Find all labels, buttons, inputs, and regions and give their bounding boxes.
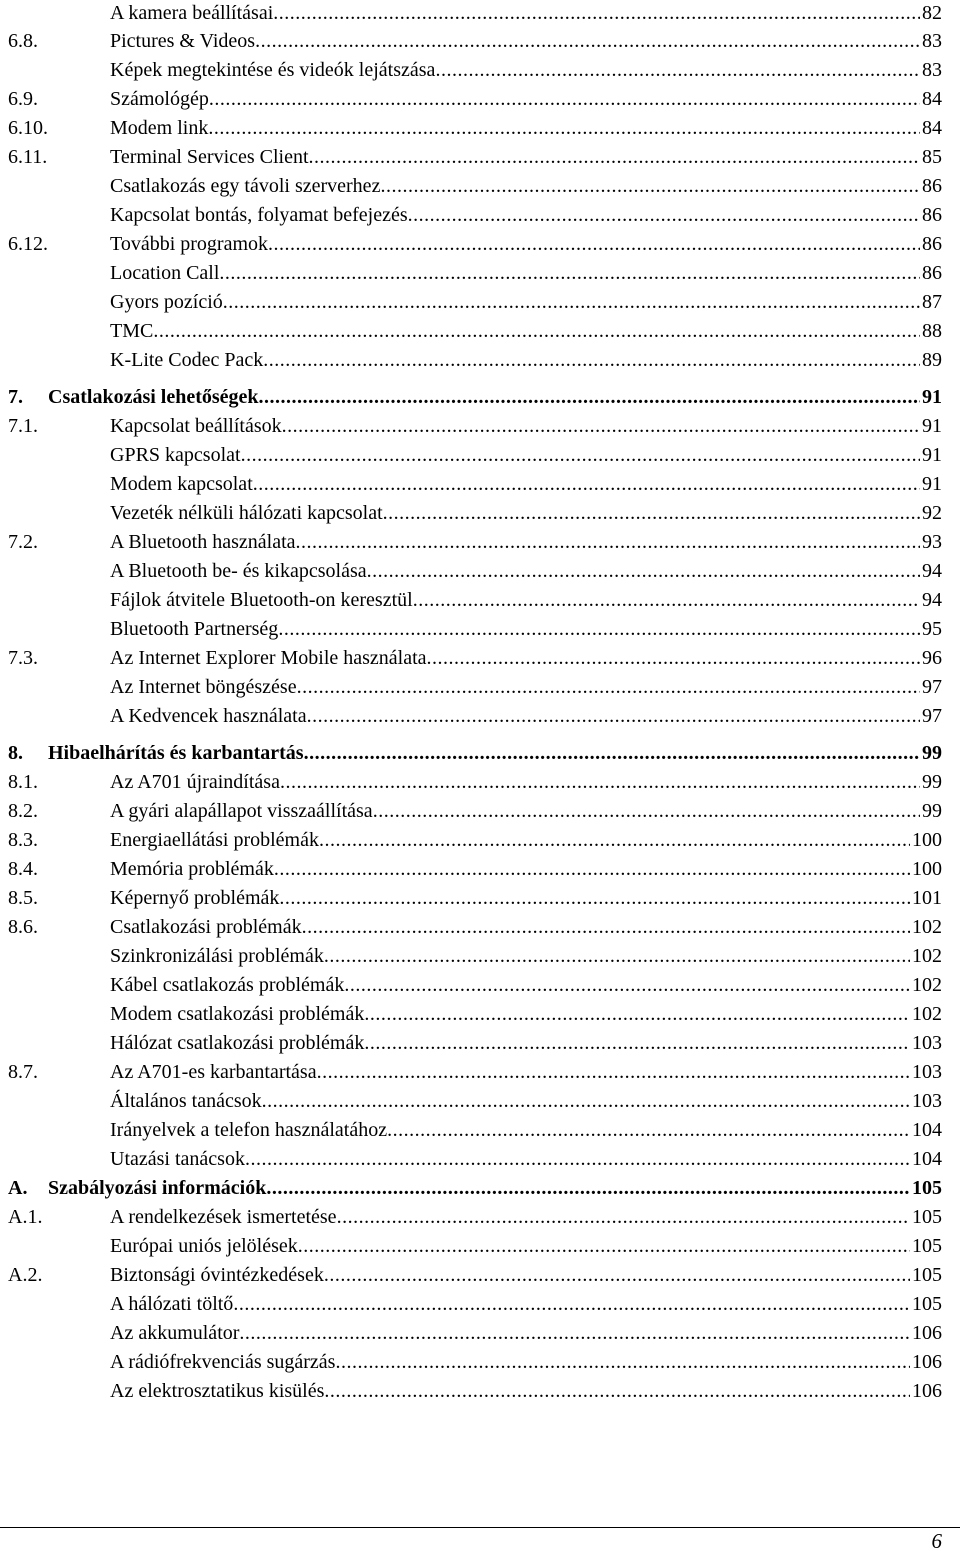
- toc-entry[interactable]: [8, 0, 942, 27]
- toc-entry[interactable]: [8, 1174, 942, 1203]
- toc-entry-title: Kábel csatlakozás problémák: [110, 974, 345, 996]
- toc-entry-line: [110, 884, 942, 913]
- toc-entry[interactable]: [8, 1029, 942, 1058]
- toc-entry-number: 8.3.: [8, 829, 38, 851]
- toc-entry[interactable]: [8, 971, 942, 1000]
- toc-entry-page: 94: [922, 560, 942, 582]
- dot-leader: [373, 797, 920, 826]
- toc-entry-line: [110, 499, 942, 528]
- toc-entry-number: 7.3.: [8, 647, 38, 669]
- toc-entry-title: Irányelvek a telefon használatához: [110, 1119, 388, 1141]
- toc-entry-page: 100: [912, 858, 942, 880]
- toc-entry-title: A gyári alapállapot visszaállítása: [110, 800, 373, 822]
- toc-entry-line: [110, 1290, 942, 1319]
- page-number: 6: [931, 1529, 942, 1553]
- toc-entry-title: Modem link: [110, 117, 209, 139]
- dot-leader: [268, 230, 920, 259]
- toc-entry-title: Kapcsolat beállítások: [110, 415, 282, 437]
- dot-leader: [262, 1087, 910, 1116]
- toc-entry-line: [48, 383, 942, 412]
- toc-entry[interactable]: [8, 1203, 942, 1232]
- dot-leader: [273, 0, 920, 27]
- toc-entry-title: Utazási tanácsok: [110, 1148, 245, 1170]
- toc-entry-page: 105: [912, 1293, 942, 1315]
- dot-leader: [344, 971, 910, 1000]
- dot-leader: [304, 739, 920, 768]
- toc-entry-line: [110, 259, 942, 288]
- dot-leader: [337, 1203, 910, 1232]
- toc-entry[interactable]: [8, 797, 942, 826]
- toc-entry-page: 94: [922, 589, 942, 611]
- toc-entry[interactable]: [8, 346, 942, 375]
- toc-entry-number: 7.1.: [8, 415, 38, 437]
- dot-leader: [387, 1116, 910, 1145]
- toc-entry-number: 7.: [8, 386, 23, 408]
- toc-entry-title: A rádiófrekvenciás sugárzás: [110, 1351, 336, 1373]
- dot-leader: [259, 383, 920, 412]
- toc-entry-page: 103: [912, 1061, 942, 1083]
- toc-entry-page: 88: [922, 320, 942, 342]
- toc-entry-page: 83: [922, 59, 942, 81]
- toc-entry-line: [110, 673, 942, 702]
- dot-leader: [324, 1377, 910, 1406]
- toc-entry[interactable]: [8, 114, 942, 143]
- toc-entry-title: Képek megtekintése és videók lejátszása: [110, 59, 436, 81]
- toc-entry[interactable]: [8, 259, 942, 288]
- toc-entry-title: A rendelkezések ismertetése: [110, 1206, 337, 1228]
- dot-leader: [255, 27, 920, 56]
- toc-entry-line: [110, 1232, 942, 1261]
- dot-leader: [233, 1290, 910, 1319]
- toc-entry-line: [110, 143, 942, 172]
- toc-entry-line: [110, 1000, 942, 1029]
- toc-entry-line: [110, 172, 942, 201]
- dot-leader: [367, 557, 920, 586]
- dot-leader: [413, 586, 920, 615]
- toc-entry-number: 8.5.: [8, 887, 38, 909]
- toc-entry-number: 6.8.: [8, 30, 38, 52]
- dot-leader: [296, 528, 920, 557]
- toc-entry-title: Számológép: [110, 88, 209, 110]
- dot-leader: [153, 317, 920, 346]
- dot-leader: [408, 201, 920, 230]
- toc-entry[interactable]: [8, 1261, 942, 1290]
- toc-entry-line: [110, 557, 942, 586]
- toc-entry-title: Modem kapcsolat: [110, 473, 253, 495]
- toc-entry-line: [48, 1174, 942, 1203]
- dot-leader: [302, 913, 910, 942]
- dot-leader: [324, 942, 910, 971]
- toc-entry[interactable]: [8, 172, 942, 201]
- toc-entry-title: Pictures & Videos: [110, 30, 256, 52]
- toc-entry-number: 6.11.: [8, 146, 48, 168]
- toc-entry[interactable]: [8, 1319, 942, 1348]
- toc-entry[interactable]: [8, 288, 942, 317]
- toc-entry-line: [110, 346, 942, 375]
- dot-leader: [435, 56, 920, 85]
- toc-entry-number: 8.: [8, 742, 23, 764]
- toc-entry-line: [110, 826, 942, 855]
- dot-leader: [278, 615, 920, 644]
- toc-entry[interactable]: [8, 644, 942, 673]
- toc-entry[interactable]: [8, 739, 942, 768]
- dot-leader: [319, 826, 910, 855]
- toc-entry[interactable]: [8, 528, 942, 557]
- toc-entry-title: Az A701 újraindítása: [110, 771, 280, 793]
- toc-entry-title: Fájlok átvitele Bluetooth-on keresztül: [110, 589, 413, 611]
- toc-entry-line: [110, 56, 942, 85]
- toc-entry[interactable]: [8, 702, 942, 731]
- toc-entry-line: [110, 615, 942, 644]
- toc-entry-number: 6.9.: [8, 88, 38, 110]
- toc-entry-line: [110, 1203, 942, 1232]
- toc-entry[interactable]: [8, 383, 942, 412]
- dot-leader: [380, 172, 920, 201]
- toc-entry[interactable]: [8, 230, 942, 259]
- toc-entry-number: A.: [8, 1177, 28, 1199]
- toc-entry-page: 84: [922, 88, 942, 110]
- toc-entry-line: [110, 317, 942, 346]
- toc-entry-page: 92: [922, 502, 942, 524]
- toc-entry-number: 6.10.: [8, 117, 48, 139]
- toc-entry-title: Hibaelhárítás és karbantartás: [48, 742, 304, 764]
- toc-entry[interactable]: [8, 826, 942, 855]
- toc-entry-line: [110, 768, 942, 797]
- toc-entry[interactable]: [8, 1290, 942, 1319]
- toc-entry-title: Európai uniós jelölések: [110, 1235, 298, 1257]
- toc-entry-page: 105: [912, 1177, 942, 1199]
- toc-entry-title: Az akkumulátor: [110, 1322, 240, 1344]
- toc-entry-line: [110, 1087, 942, 1116]
- dot-leader: [266, 1174, 910, 1203]
- dot-leader: [282, 412, 920, 441]
- toc-entry-page: 91: [922, 386, 942, 408]
- dot-leader: [263, 346, 920, 375]
- toc-entry-line: [110, 1348, 942, 1377]
- dot-leader: [274, 855, 910, 884]
- toc-entry[interactable]: [8, 317, 942, 346]
- toc-entry[interactable]: [8, 942, 942, 971]
- toc-entry-line: [110, 470, 942, 499]
- toc-entry[interactable]: [8, 412, 942, 441]
- toc-entry[interactable]: [8, 56, 942, 85]
- toc-entry-line: [110, 797, 942, 826]
- toc-entry-line: [110, 27, 942, 56]
- dot-leader: [241, 441, 920, 470]
- toc-entry-line: [110, 1058, 942, 1087]
- toc-entry-number: 8.6.: [8, 916, 38, 938]
- toc-entry[interactable]: [8, 615, 942, 644]
- toc-entry-page: 83: [922, 30, 942, 52]
- toc-entry-line: [48, 739, 942, 768]
- toc-entry-page: 91: [922, 473, 942, 495]
- toc-entry[interactable]: [8, 85, 942, 114]
- toc-entry-page: 91: [922, 415, 942, 437]
- dot-leader: [317, 1058, 910, 1087]
- toc-entry-page: 106: [912, 1351, 942, 1373]
- toc-entry[interactable]: [8, 586, 942, 615]
- toc-entry-page: 89: [922, 349, 942, 371]
- dot-leader: [427, 644, 920, 673]
- toc-entry-page: 87: [922, 291, 942, 313]
- dot-leader: [335, 1348, 910, 1377]
- toc-entry-page: 86: [922, 262, 942, 284]
- toc-entry-number: 6.12.: [8, 233, 48, 255]
- toc-entry-line: [110, 114, 942, 143]
- toc-entry-title: Location Call: [110, 262, 220, 284]
- toc-entry-title: Csatlakozási lehetőségek: [48, 386, 259, 408]
- toc-entry-page: 86: [922, 175, 942, 197]
- toc-entry-page: 102: [912, 1003, 942, 1025]
- toc-entry-title: TMC: [110, 320, 154, 342]
- toc-entry-page: 84: [922, 117, 942, 139]
- toc-entry-title: Csatlakozás egy távoli szerverhez: [110, 175, 381, 197]
- toc-entry-title: Gyors pozíció: [110, 291, 223, 313]
- footer-rule: [0, 1527, 960, 1528]
- toc-entry[interactable]: [8, 201, 942, 230]
- toc-entry-line: [110, 586, 942, 615]
- toc-entry-page: 103: [912, 1090, 942, 1112]
- toc-entry-title: A Bluetooth használata: [110, 531, 296, 553]
- toc-entry[interactable]: [8, 1377, 942, 1406]
- toc-entry-title: Memória problémák: [110, 858, 274, 880]
- toc-entry-page: 82: [922, 2, 942, 24]
- toc-entry[interactable]: [8, 673, 942, 702]
- toc-entry-page: 106: [912, 1380, 942, 1402]
- toc-entry-line: [110, 85, 942, 114]
- toc-entry-line: [110, 971, 942, 1000]
- toc-entry-page: 85: [922, 146, 942, 168]
- toc-entry[interactable]: [8, 1348, 942, 1377]
- toc-entry-line: [110, 702, 942, 731]
- toc-entry[interactable]: [8, 557, 942, 586]
- toc-entry-title: Hálózat csatlakozási problémák: [110, 1032, 365, 1054]
- toc-entry-title: Képernyő problémák: [110, 887, 280, 909]
- toc-entry-number: A.1.: [8, 1206, 43, 1228]
- toc-entry-title: Az A701-es karbantartása: [110, 1061, 317, 1083]
- toc-entry-number: A.2.: [8, 1264, 43, 1286]
- toc-entry-number: 8.7.: [8, 1061, 38, 1083]
- toc-entry-title: A Kedvencek használata: [110, 705, 307, 727]
- toc-entry[interactable]: [8, 27, 942, 56]
- toc-entry-title: A kamera beállításai: [110, 2, 274, 24]
- toc-entry-line: [110, 1377, 942, 1406]
- toc-entry-title: Bluetooth Partnerség: [110, 618, 279, 640]
- toc-entry-line: [110, 230, 942, 259]
- toc-entry-title: A Bluetooth be- és kikapcsolása: [110, 560, 367, 582]
- dot-leader: [364, 1000, 910, 1029]
- dot-leader: [309, 143, 920, 172]
- toc-entry-line: [110, 942, 942, 971]
- toc-entry-line: [110, 644, 942, 673]
- toc-entry-page: 102: [912, 916, 942, 938]
- toc-entry-title: Terminal Services Client: [110, 146, 309, 168]
- toc-entry-title: Szinkronizálási problémák: [110, 945, 324, 967]
- toc-entry-page: 105: [912, 1206, 942, 1228]
- toc-entry-title: Általános tanácsok: [110, 1090, 262, 1112]
- toc-entry-line: [110, 855, 942, 884]
- toc-entry-line: [110, 201, 942, 230]
- toc-entry-page: 86: [922, 233, 942, 255]
- dot-leader: [223, 288, 920, 317]
- toc-entry-page: 93: [922, 531, 942, 553]
- toc-entry-page: 91: [922, 444, 942, 466]
- dot-leader: [253, 470, 920, 499]
- toc-entry-title: Energiaellátási problémák: [110, 829, 319, 851]
- dot-leader: [208, 114, 920, 143]
- toc-entry-page: 99: [922, 771, 942, 793]
- toc-entry[interactable]: [8, 499, 942, 528]
- toc-entry[interactable]: [8, 1116, 942, 1145]
- dot-leader: [364, 1029, 910, 1058]
- toc-entry-line: [110, 1029, 942, 1058]
- toc-entry[interactable]: [8, 143, 942, 172]
- dot-leader: [324, 1261, 910, 1290]
- toc-entry-line: [110, 1261, 942, 1290]
- toc-entry-title: Biztonsági óvintézkedések: [110, 1264, 324, 1286]
- dot-leader: [280, 768, 920, 797]
- toc-entry-page: 103: [912, 1032, 942, 1054]
- toc-entry-line: [110, 412, 942, 441]
- toc-entry[interactable]: [8, 1145, 942, 1174]
- table-of-contents: [8, 0, 942, 1406]
- toc-entry-title: Az Internet Explorer Mobile használata: [110, 647, 427, 669]
- toc-entry-page: 102: [912, 974, 942, 996]
- toc-entry-title: További programok: [110, 233, 269, 255]
- dot-leader: [279, 884, 910, 913]
- toc-entry-title: Szabályozási információk: [48, 1177, 267, 1199]
- dot-leader: [245, 1145, 910, 1174]
- toc-entry-line: [110, 0, 942, 27]
- toc-entry-line: [110, 288, 942, 317]
- toc-entry[interactable]: [8, 1087, 942, 1116]
- toc-entry-page: 95: [922, 618, 942, 640]
- toc-entry[interactable]: [8, 1058, 942, 1087]
- toc-entry-title: GPRS kapcsolat: [110, 444, 241, 466]
- toc-entry-line: [110, 1116, 942, 1145]
- toc-entry-title: Az elektrosztatikus kisülés: [110, 1380, 325, 1402]
- toc-entry-title: Kapcsolat bontás, folyamat befejezés: [110, 204, 408, 226]
- toc-entry-page: 105: [912, 1235, 942, 1257]
- toc-entry-title: Csatlakozási problémák: [110, 916, 302, 938]
- toc-entry-title: A hálózati töltő: [110, 1293, 234, 1315]
- toc-entry-line: [110, 441, 942, 470]
- dot-leader: [383, 499, 920, 528]
- toc-entry-title: Az Internet böngészése: [110, 676, 297, 698]
- toc-entry-page: 100: [912, 829, 942, 851]
- toc-entry-page: 86: [922, 204, 942, 226]
- dot-leader: [219, 259, 920, 288]
- toc-entry-number: 8.2.: [8, 800, 38, 822]
- toc-entry-page: 99: [922, 800, 942, 822]
- toc-entry-page: 106: [912, 1322, 942, 1344]
- toc-entry-page: 104: [912, 1119, 942, 1141]
- toc-entry[interactable]: [8, 1000, 942, 1029]
- toc-entry-number: 8.4.: [8, 858, 38, 880]
- toc-entry-line: [110, 913, 942, 942]
- toc-entry[interactable]: [8, 470, 942, 499]
- toc-entry-number: 8.1.: [8, 771, 38, 793]
- toc-entry-line: [110, 528, 942, 557]
- toc-entry[interactable]: [8, 913, 942, 942]
- dot-leader: [307, 702, 920, 731]
- dot-leader: [298, 1232, 910, 1261]
- toc-entry-page: 97: [922, 676, 942, 698]
- toc-entry-number: 7.2.: [8, 531, 38, 553]
- toc-entry-line: [110, 1145, 942, 1174]
- toc-entry-page: 105: [912, 1264, 942, 1286]
- toc-entry-page: 96: [922, 647, 942, 669]
- toc-entry-title: Vezeték nélküli hálózati kapcsolat: [110, 502, 383, 524]
- toc-entry-line: [110, 1319, 942, 1348]
- toc-entry[interactable]: [8, 768, 942, 797]
- toc-entry[interactable]: [8, 441, 942, 470]
- dot-leader: [297, 673, 920, 702]
- dot-leader: [239, 1319, 910, 1348]
- toc-entry[interactable]: [8, 884, 942, 913]
- toc-entry-page: 102: [912, 945, 942, 967]
- toc-entry-title: K-Lite Codec Pack: [110, 349, 264, 371]
- toc-entry[interactable]: [8, 1232, 942, 1261]
- toc-entry-page: 97: [922, 705, 942, 727]
- toc-entry-page: 99: [922, 742, 942, 764]
- toc-entry-page: 104: [912, 1148, 942, 1170]
- toc-entry-title: Modem csatlakozási problémák: [110, 1003, 365, 1025]
- dot-leader: [209, 85, 920, 114]
- toc-entry-page: 101: [912, 887, 942, 909]
- toc-entry[interactable]: [8, 855, 942, 884]
